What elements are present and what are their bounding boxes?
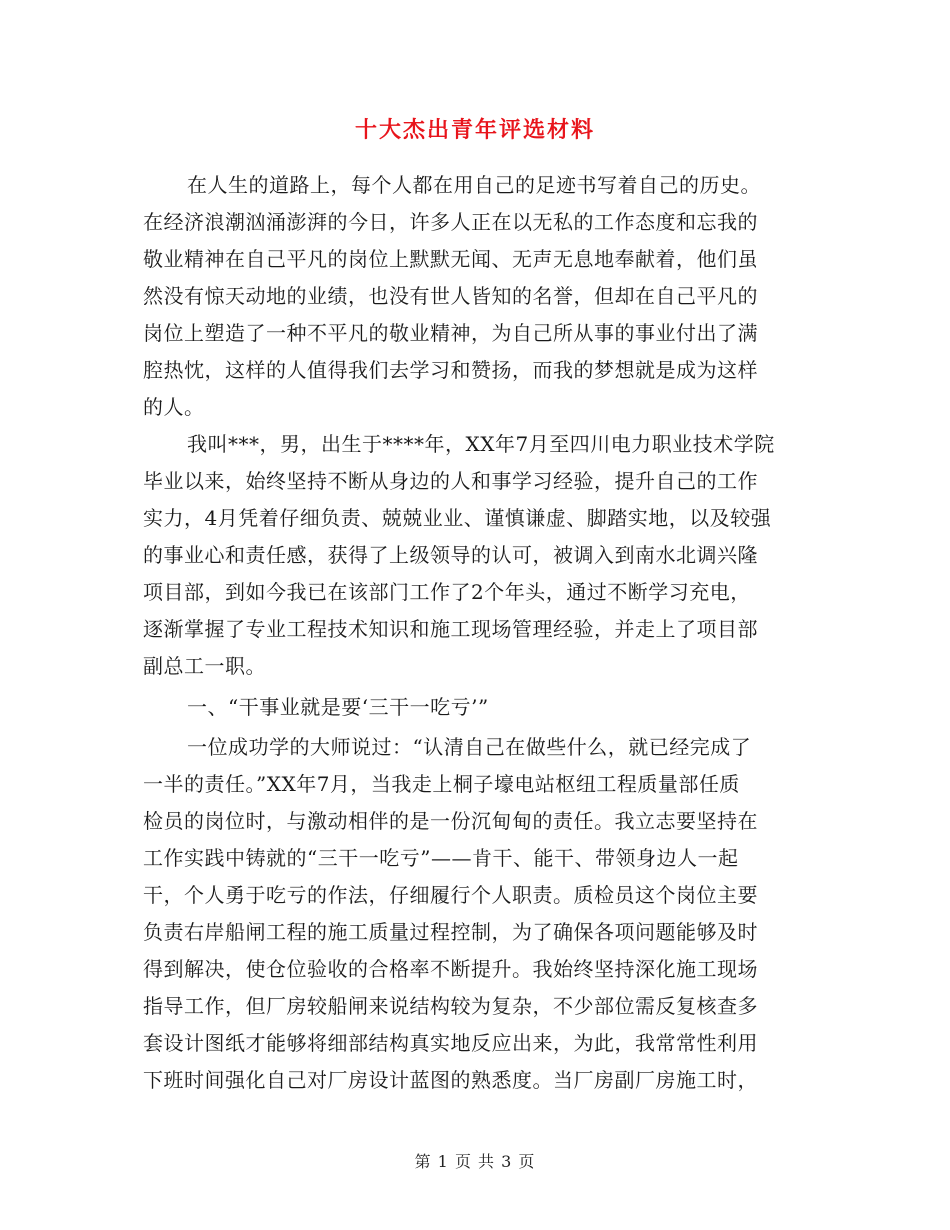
paragraph-line: 我叫***，男，出生于****年，XX年7月至四川电力职业技术学院	[187, 432, 775, 456]
paragraph-line: 的事业心和责任感，获得了上级领导的认可，被调入到南水北调兴隆	[143, 543, 758, 567]
paragraph-line: 岗位上塑造了一种不平凡的敬业精神，为自己所从事的事业付出了满	[143, 321, 758, 345]
paragraph-line: 在经济浪潮汹涌澎湃的今日，许多人正在以无私的工作态度和忘我的	[143, 210, 758, 234]
paragraph-line: 毕业以来，始终坚持不断从身边的人和事学习经验，提升自己的工作	[143, 469, 758, 493]
paragraph-line: 干，个人勇于吃亏的作法，仔细履行个人职责。质检员这个岗位主要	[143, 883, 758, 907]
document-title: 十大杰出青年评选材料	[354, 117, 595, 143]
paragraph-line: 副总工一职。	[143, 654, 266, 678]
section-heading: 一、“干事业就是要‘三干一吃亏’”	[187, 695, 489, 719]
page-footer: 第 1 页 共 3 页	[414, 1152, 536, 1171]
paragraph-line: 敬业精神在自己平凡的岗位上默默无闻、无声无息地奉献着，他们虽	[143, 247, 758, 271]
paragraph-line: 然没有惊天动地的业绩，也没有世人皆知的名誉，但却在自己平凡的	[143, 284, 758, 308]
paragraph-line: 套设计图纸才能够将细部结构真实地反应出来，为此，我常常性利用	[143, 1031, 758, 1055]
paragraph-line: 在人生的道路上，每个人都在用自己的足迹书写着自己的历史。	[187, 173, 761, 197]
paragraph-line: 一半的责任。”XX年7月，当我走上桐子壕电站枢纽工程质量部任质	[143, 772, 740, 796]
paragraph-line: 逐渐掌握了专业工程技术知识和施工现场管理经验，并走上了项目部	[143, 617, 758, 641]
paragraph-line: 负责右岸船闸工程的施工质量过程控制，为了确保各项问题能够及时	[143, 920, 758, 944]
paragraph-line: 一位成功学的大师说过：“认清自己在做些什么，就已经完成了	[187, 735, 752, 759]
paragraph-line: 下班时间强化自己对厂房设计蓝图的熟悉度。当厂房副厂房施工时，	[143, 1068, 758, 1092]
paragraph-line: 的人。	[143, 395, 205, 419]
paragraph-line: 实力，4月凭着仔细负责、兢兢业业、谨慎谦虚、脚踏实地，以及较强	[143, 506, 772, 530]
paragraph-line: 腔热忱，这样的人值得我们去学习和赞扬，而我的梦想就是成为这样	[143, 358, 758, 382]
paragraph-line: 检员的岗位时，与激动相伴的是一份沉甸甸的责任。我立志要坚持在	[143, 809, 758, 833]
paragraph-line: 工作实践中铸就的“三干一吃亏”——肯干、能干、带领身边人一起	[143, 846, 739, 870]
paragraph-line: 项目部，到如今我已在该部门工作了2个年头，通过不断学习充电，	[143, 580, 751, 604]
paragraph-line: 指导工作，但厂房较船闸来说结构较为复杂，不少部位需反复核查多	[143, 994, 758, 1018]
paragraph-line: 得到解决，使仓位验收的合格率不断提升。我始终坚持深化施工现场	[143, 957, 758, 981]
